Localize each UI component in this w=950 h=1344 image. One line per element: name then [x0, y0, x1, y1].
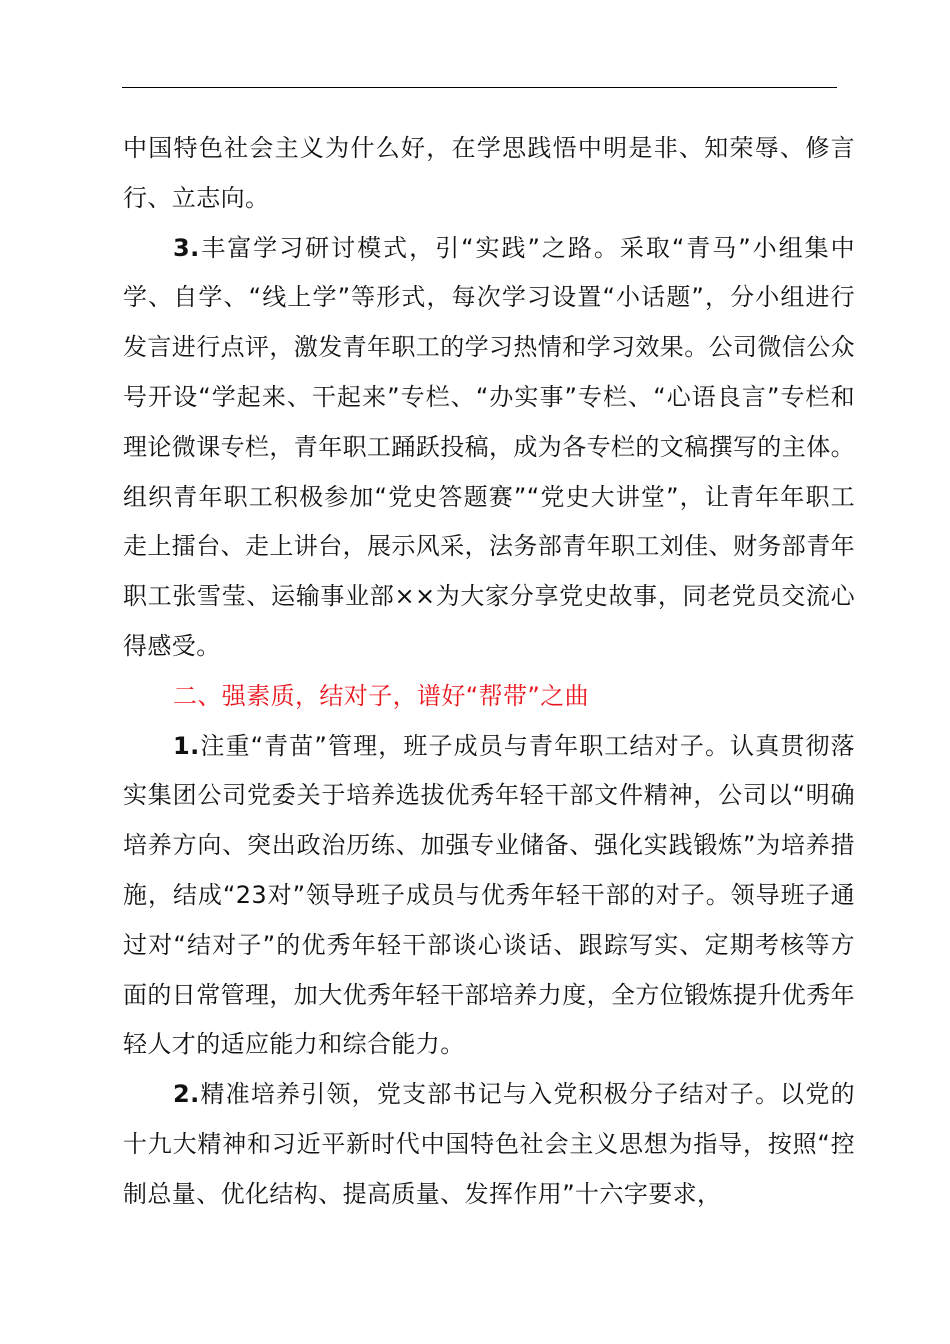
paragraph-number: 1.	[173, 731, 200, 760]
paragraph-number: 3.	[173, 233, 200, 262]
section-heading-text: 二、强素质，结对子，谱好“帮带”之曲	[173, 681, 590, 710]
header-rule	[122, 87, 837, 88]
paragraph-text: 丰富学习研讨模式，引“实践”之路。采取“青马”小组集中学、自学、“线上学”等形式，每次学习设置“小话题”，分小组进行发言进行点评，激发青年职工的学习热情和学习效果。公司微信公众号开设“学起来、干起来”专栏、“办实事”专栏、“心语良言”专栏和理论微课专栏，青年职工踊跃投稿，成为各专栏的文稿撰写的主体。组织青年职工积极参加“党史答题赛”“党史大讲堂”，让青年年职工走上擂台、走上讲台，展示风采，法务部青年职工刘佳、财务部青年职工张雪莹、运输事业部××为大家分享党史故事，同老党员交流心得感受。	[123, 233, 855, 660]
paragraph-text: 精准培养引领，党支部书记与入党积极分子结对子。以党的十九大精神和习近平新时代中国特色社会主义思想为指导，按照“控制总量、优化结构、提高质量、发挥作用”十六字要求，	[123, 1080, 855, 1208]
paragraph-text: 中国特色社会主义为什么好，在学思践悟中明是非、知荣辱、修言行、立志向。	[123, 134, 855, 212]
paragraph-number: 2.	[173, 1080, 200, 1109]
paragraph-text: 注重“青苗”管理，班子成员与青年职工结对子。认真贯彻落实集团公司党委关于培养选拔优秀年轻干部文件精神，公司以“明确培养方向、突出政治历练、加强专业储备、强化实践锻炼”为培养措施，结成“23对”领导班子成员与优秀年轻干部的对子。领导班子通过对“结对子”的优秀年轻干部谈心谈话、跟踪写实、定期考核等方面的日常管理，加大优秀年轻干部培养力度，全方位锻炼提升优秀年轻人才的适应能力和综合能力。	[123, 731, 855, 1059]
paragraph-continuation	[123, 124, 855, 224]
paragraph-item-2	[123, 1070, 855, 1219]
paragraph-item-1	[123, 722, 855, 1071]
section-heading	[123, 672, 855, 722]
paragraph-item-3	[123, 224, 855, 672]
document-body	[123, 124, 855, 1220]
